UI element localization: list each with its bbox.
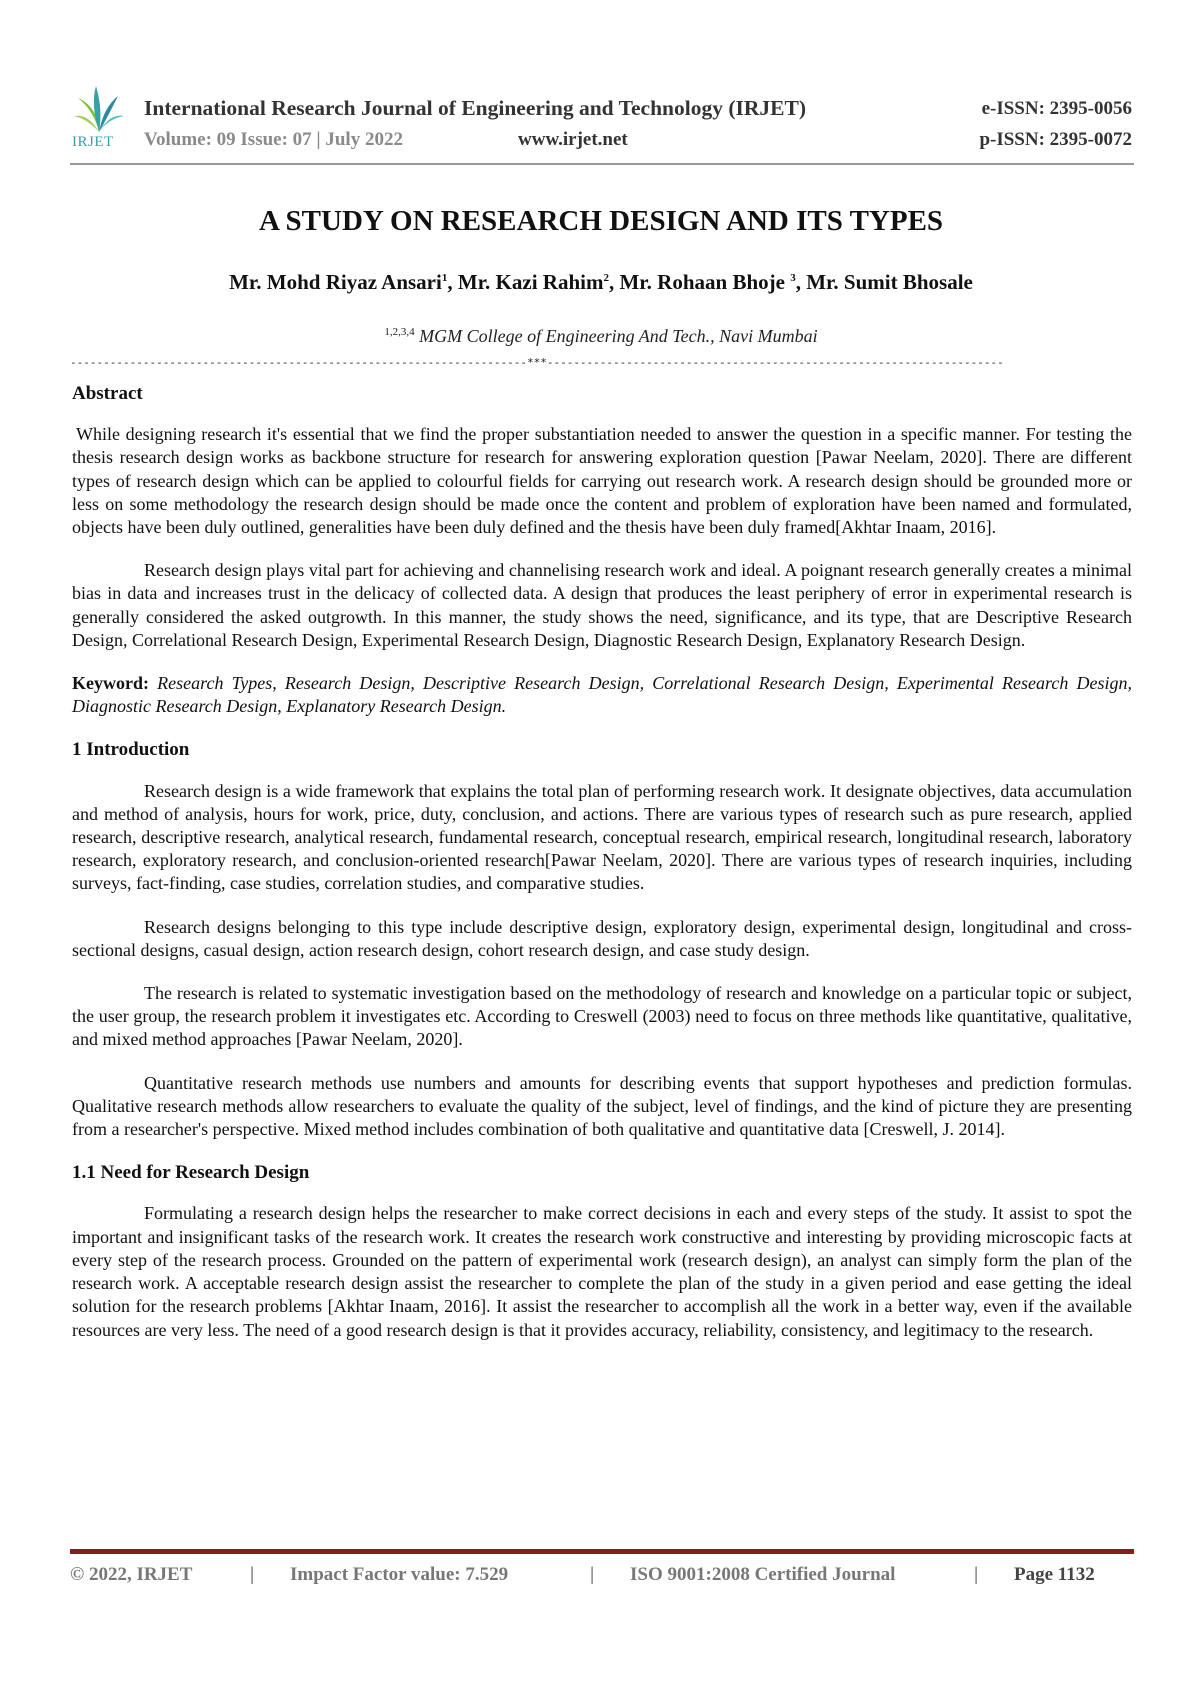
author-superscript: 3 [790,272,796,284]
keywords [72,672,1132,718]
leaf-logo-icon [74,84,124,134]
author-name: Mr. Mohd Riyaz Ansari [229,270,442,294]
footer-rule [70,1549,1134,1554]
journal-website-link[interactable]: www.irjet.net [518,129,628,150]
author-name: , Mr. Sumit Bhosale [795,270,973,294]
abstract-paragraph: Research design plays vital part for achieving and channelising research work and ideal. A poignant research generally creates a minimal bias in data and increases trust in the delicacy of collected data. A design that produces the least periphery of error in experimental research is generally considered the asked outgrowth. In this manner, the study shows the need, significance, and its type, that are Descriptive Research Design, Correlational Research Design, Experimental Research Design, Diagnostic Research Design, Explanatory Research Design. [72,560,1132,650]
author-separator: , [447,270,458,294]
footer-iso-certification: ISO 9001:2008 Certified Journal [630,1564,896,1585]
author-name: Mr. Rohaan Bhoje [619,270,791,294]
footer-impact-factor: Impact Factor value: 7.529 [290,1564,509,1585]
introduction-paragraph: Research design is a wide framework that explains the total plan of performing research work. It designate objectives, data accumulation and method of analysis, hours for work, price, duty, conclusion, and actions. There are various types of research such as pure research, applied research, descriptive research, analytical research, fundamental research, conceptual research, empirical research, longitudinal research, laboratory research, exploratory research, and conclusion-oriented research[Pawar Neelam, 2020]. There are various types of research inquiries, including surveys, fact-finding, case studies, correlation studies, and comparative studies. [72,780,1132,894]
p-issn: p-ISSN: 2395-0072 [979,129,1132,150]
section-divider: ---------------------------------------------------------------------***--------------------------------------------------------------------- [70,356,1004,369]
irjet-logo [70,84,128,156]
paper-title: A STUDY ON RESEARCH DESIGN AND ITS TYPES [258,205,944,237]
author-separator: , [608,270,620,294]
affiliation [70,326,1132,347]
logo-text: IRJET [72,134,114,150]
footer-separator: | [250,1564,255,1585]
author-name: Mr. Kazi Rahim [457,270,604,294]
author-list [70,270,1132,295]
footer-copyright: © 2022, IRJET [70,1564,193,1585]
keyword-text: Research Types, Research Design, Descriptive Research Design, Correlational Research Design, Experimental Research Design, Diagnostic Research Design, Explanatory Research Design. [72,673,1132,717]
need-paragraph: Formulating a research design helps the researcher to make correct decisions in each and every steps of the study. It assist to spot the important and insignificant tasks of the research work. It creates the research work constructive and interesting by providing microscopic facts at every step of the research process. Grounded on the pattern of experimental work (research design), an analyst can simply form the plan of the research work. A acceptable research design assist the researcher to complete the plan of the study in a given period and ease getting the ideal solution for the research problems [Akhtar Inaam, 2016]. It assist the researcher to accomplish all the work in a better way, even if the available resources are very less. The need of a good research design is that it provides accuracy, reliability, consistency, and legitimacy to the research. [72,1203,1132,1340]
journal-name: International Research Journal of Engineering and Technology (IRJET) [144,96,806,120]
affiliation-text: MGM College of Engineering And Tech., Navi Mumbai [414,326,818,346]
footer-page-number: Page 1132 [1014,1564,1095,1585]
introduction-heading: 1 Introduction [72,739,190,761]
volume-issue: Volume: 09 Issue: 07 | July 2022 [144,129,403,150]
paper-body [72,382,1132,1362]
introduction-paragraph: The research is related to systematic investigation based on the methodology of research and knowledge on a particular topic or subject, the user group, the research problem it investigates etc. According to Creswell (2003) need to focus on three methods like quantitative, qualitative, and mixed method approaches [Pawar Neelam, 2020]. [72,983,1132,1050]
keyword-label: Keyword: [72,673,149,694]
author-superscript: 2 [603,272,609,284]
footer-separator: | [974,1564,979,1585]
footer-separator: | [590,1564,595,1585]
e-issn: e-ISSN: 2395-0056 [981,98,1132,119]
need-heading: 1.1 Need for Research Design [72,1162,310,1184]
abstract-paragraph: While designing research it's essential that we find the proper substantiation needed to answer the question in a specific manner. For testing the thesis research design works as backbone structure for research for answering exploration question [Pawar Neelam, 2020]. There are different types of research design which can be applied to colourful fields for carrying out research work. A research design should be grounded more or less on some methodology the research design should be made once the content and problem of exploration have been named and formulated, objects have been duly outlined, generalities have been duly defined and the thesis have been duly framed[Akhtar Inaam, 2016]. [72,424,1132,538]
affiliation-superscript: 1,2,3,4 [384,326,415,338]
abstract-heading: Abstract [72,383,143,404]
introduction-paragraph: Quantitative research methods use numbers and amounts for describing events that support hypotheses and prediction formulas. Qualitative research methods allow researchers to evaluate the quality of the subject, level of findings, and the kind of picture they are presenting from a researcher's perspective. Mixed method includes combination of both qualitative and quantitative data [Creswell, J. 2014]. [72,1072,1132,1140]
page-footer [70,1564,1134,1594]
header-rule [70,163,1134,165]
introduction-paragraph: Research designs belonging to this type include descriptive design, exploratory design, experimental design, longitudinal and cross-sectional designs, casual design, action research design, cohort research design, and case study design. [72,916,1132,960]
journal-header [70,84,1132,164]
author-superscript: 1 [441,272,448,284]
